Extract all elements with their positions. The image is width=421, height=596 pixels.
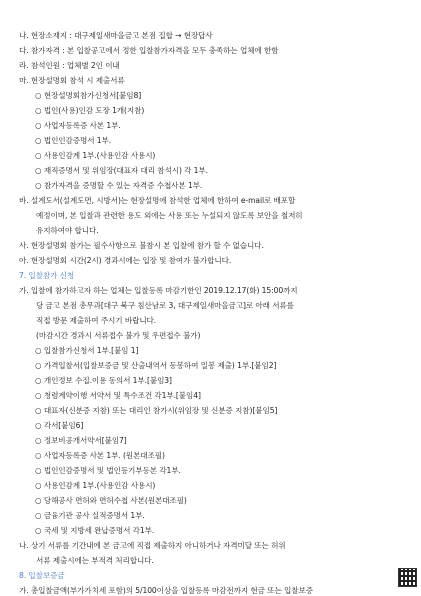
doc-line-bid-deposit: 가. 총입찰금액(부가가치세 포함)의 5/100이상을 입찰등록 마감전까지 현금 또는 입찰보증 (19, 586, 313, 595)
doc-list-item: ○ 각서[붙임6] (35, 421, 84, 430)
doc-list-item: ○ 법인인감증명서 1부. (35, 136, 112, 145)
doc-list-item: ○ 재직증명서 및 위임장(대표자 대리 참석시) 각 1부. (35, 166, 208, 175)
doc-line-deadline-note: (마감시간 경과시 서류접수 불가 및 우편접수 불가) (36, 331, 201, 340)
doc-line-bid-deadline-cont: 당 금고 본점 총무과[대구 북구 침산남로 3, 대구제일새마을금고]로 아래 서류를 (36, 301, 294, 310)
doc-line-disqualification-cont: 서류 제출시에는 부적격 처리합니다. (36, 556, 154, 565)
doc-list-item: ○ 국세 및 지방세 완납증명서 각1부. (35, 526, 155, 535)
doc-list-item: ○ 청렴계약이행 서약서 및 특수조건 각1부.[붙임4] (35, 391, 201, 400)
doc-line-design-docs: 바. 설계도서(설계도면, 시방서)는 현장설명에 참석한 업체에 한하여 e-mail로 배포할 (19, 196, 296, 205)
doc-list-item: ○ 사용인감계 1부.(사용인감 사용시) (35, 481, 156, 490)
doc-line-design-docs-cont: 유지하여야 합니다. (36, 226, 99, 235)
doc-line-bid-deadline: 가. 입찰에 참가하고자 하는 업체는 입찰등록 마감기한인 2019.12.17(화) 15:00까지 (19, 286, 298, 295)
doc-list-item: ○ 현장설명회참가신청서[붙임8] (35, 91, 142, 100)
doc-line-mandatory-attendance: 사. 현장설명회 참가는 필수사항으로 불참시 본 입찰에 참가 할 수 없습니다. (19, 241, 264, 250)
doc-list-item: ○ 입찰참가신청서 1부.[붙임 1] (35, 346, 139, 355)
doc-list-item: ○ 사업자등록증 사본 1부. (원본대조필) (35, 451, 165, 460)
doc-list-item: ○ 법인(사용)인감 도장 1개(지참) (35, 106, 145, 115)
doc-line-site-location: 나. 현장소재지 : 대구제일새마을금고 본점 집합 → 현장답사 (19, 31, 213, 40)
doc-list-item: ○ 당해공사 면허와 면허수첩 사본(원본대조필) (35, 496, 187, 505)
section-heading-bid-application: 7. 입찰참가 신청 (19, 271, 75, 280)
doc-list-item: ○ 개인정보 수집.이용 동의서 1부.[붙임3] (35, 376, 172, 385)
doc-line-bid-deadline-cont: 직접 방문 제출하여 주시기 바랍니다. (36, 316, 157, 325)
doc-list-item: ○ 법인인감증명서 및 법인등기부등본 각1부. (35, 466, 181, 475)
doc-line-design-docs-cont: 예정이며, 본 입찰과 관련한 용도 외에는 사용 또는 누설되지 않도록 보안을 철저히 (36, 211, 303, 220)
doc-list-item: ○ 사용인감계 1부.(사용인감 사용시) (35, 151, 156, 160)
doc-list-item: ○ 사업자등록증 사본 1부. (35, 121, 121, 130)
doc-line-required-docs-heading: 마. 현장설명회 참석 시 제출서류 (19, 76, 125, 85)
doc-line-attendees: 라. 참석인원 : 업체별 2인 이내 (19, 61, 120, 70)
doc-line-late-entry: 아. 현장설명회 시간(2시) 경과시에는 입장 및 참여가 불가합니다. (19, 256, 232, 265)
doc-line-disqualification: 나. 상기 서류를 기간내에 본 금고에 직접 제출하지 아니하거나 자격미달 또는 허위 (19, 541, 286, 550)
qr-code-icon (398, 568, 417, 587)
doc-line-eligibility: 다. 참가자격 : 본 입찰공고에서 정한 입찰참가자격을 모두 충족하는 업체에 한함 (19, 46, 279, 55)
doc-list-item: ○ 가격입찰서(입찰보증금 및 산출내역서 동봉하여 밀봉 제출) 1부.[붙임2] (35, 361, 277, 370)
doc-list-item: ○ 참가자격을 증명할 수 있는 자격증 수첩사본 1부. (35, 181, 203, 190)
section-heading-bid-deposit: 8. 입찰보증금 (19, 571, 65, 580)
doc-list-item: ○ 대표자(신분증 지참) 또는 대리인 참가시(위임장 및 신분증 지참)[붙임5] (35, 406, 278, 415)
doc-list-item: ○ 금융기관 공사 실적증명서 1부. (35, 511, 145, 520)
doc-list-item: ○ 정보비공개서약서[붙임7] (35, 436, 127, 445)
